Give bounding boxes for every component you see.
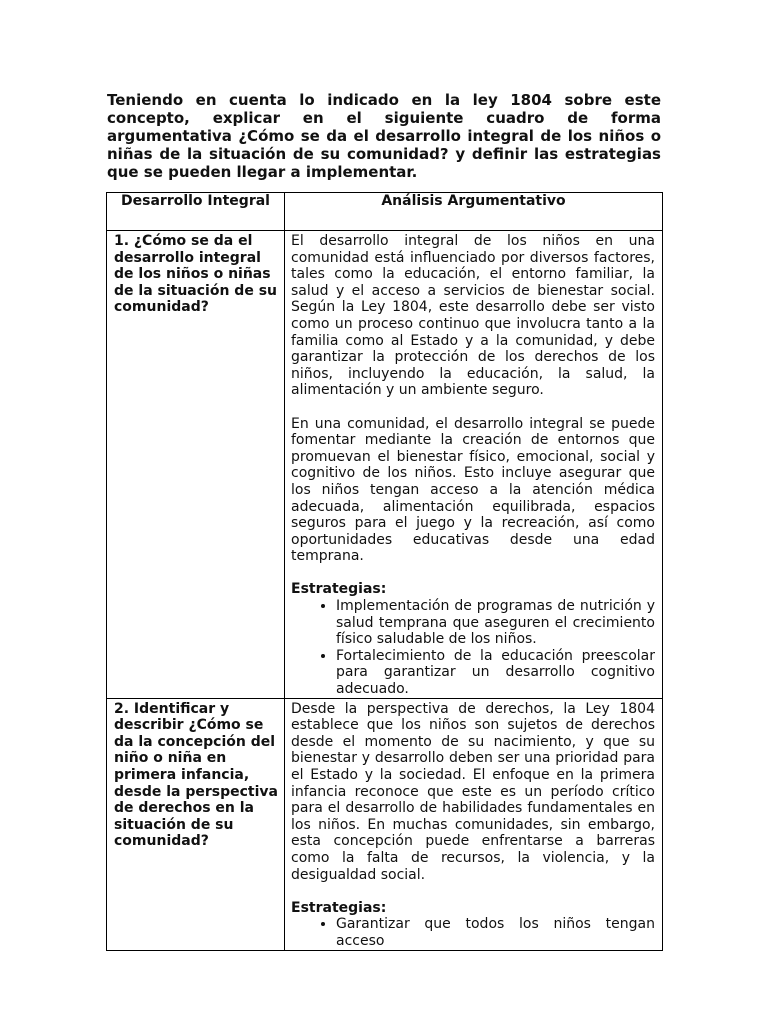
answer-paragraph: Desde la perspectiva de derechos, la Ley 1804 establece que los niños son sujetos de derechos desde el momento de su nacimiento, y que su bienestar y desarrollo deben ser una prioridad para el Estado y la sociedad. El enfoque en la primera infancia reconoce que este es un período crítico para el desarrollo de habilidades fundamentales en los niños. En muchas comunidades, sin embargo, esta concepción puede enfrentarse a barreras como la falta de recursos, la violencia, y la desigualdad social. [291,700,655,883]
answer-paragraph: El desarrollo integral de los niños en una comunidad está influenciado por diversos factores, tales como la educación, el entorno familiar, la salud y el acceso a servicios de bienestar social. Según la Ley 1804, este desarrollo debe ser visto como un proceso continuo que involucra tanto a la familia como al Estado y a la comunidad, y debe garantizar la protección de los derechos de los niños, incluyendo la educación, la salud, la alimentación y un ambiente seguro. [291,233,655,399]
strategies-list [291,916,655,949]
analysis-table [106,192,663,951]
answer-cell [285,698,663,950]
table-row [107,698,663,950]
list-item: • Implementación de programas de nutrición y salud temprana que aseguren el crecimiento físico saludable de los niños. [336,598,655,648]
list-item: • Garantizar que todos los niños tengan acceso [336,916,655,949]
strategies-heading: Estrategias: [291,581,387,598]
strategies-list [291,598,655,698]
table-row [107,231,663,699]
header-analisis-argumentativo: Análisis Argumentativo [285,193,663,231]
question-cell: 1. ¿Cómo se da el desarrollo integral de los niños o niñas de la situación de su comunidad? [107,231,285,699]
table-header-row [107,193,663,231]
question-cell: 2. Identificar y describir ¿Cómo se da la concepción del niño o niña en primera infancia, desde la perspectiva de derechos en la situación de su comunidad? [107,698,285,950]
list-item: • Fortalecimiento de la educación preescolar para garantizar un desarrollo cognitivo adecuado. [336,648,655,698]
answer-cell [285,231,663,699]
instructions-paragraph: Teniendo en cuenta lo indicado en la ley 1804 sobre este concepto, explicar en el siguiente cuadro de forma argumentativa ¿Cómo se da el desarrollo integral de los niños o niñas de la situación de su comunidad? y definir las estrategias que se pueden llegar a implementar. [107,91,661,181]
answer-paragraph: En una comunidad, el desarrollo integral se puede fomentar mediante la creación de entornos que promuevan el bienestar físico, emocional, social y cognitivo de los niños. Esto incluye asegurar que los niños tengan acceso a la atención médica adecuada, alimentación equilibrada, espacios seguros para el juego y la recreación, así como oportunidades educativas desde una edad temprana. [291,415,655,565]
strategies-heading: Estrategias: [291,899,387,916]
header-desarrollo-integral: Desarrollo Integral [107,193,285,231]
